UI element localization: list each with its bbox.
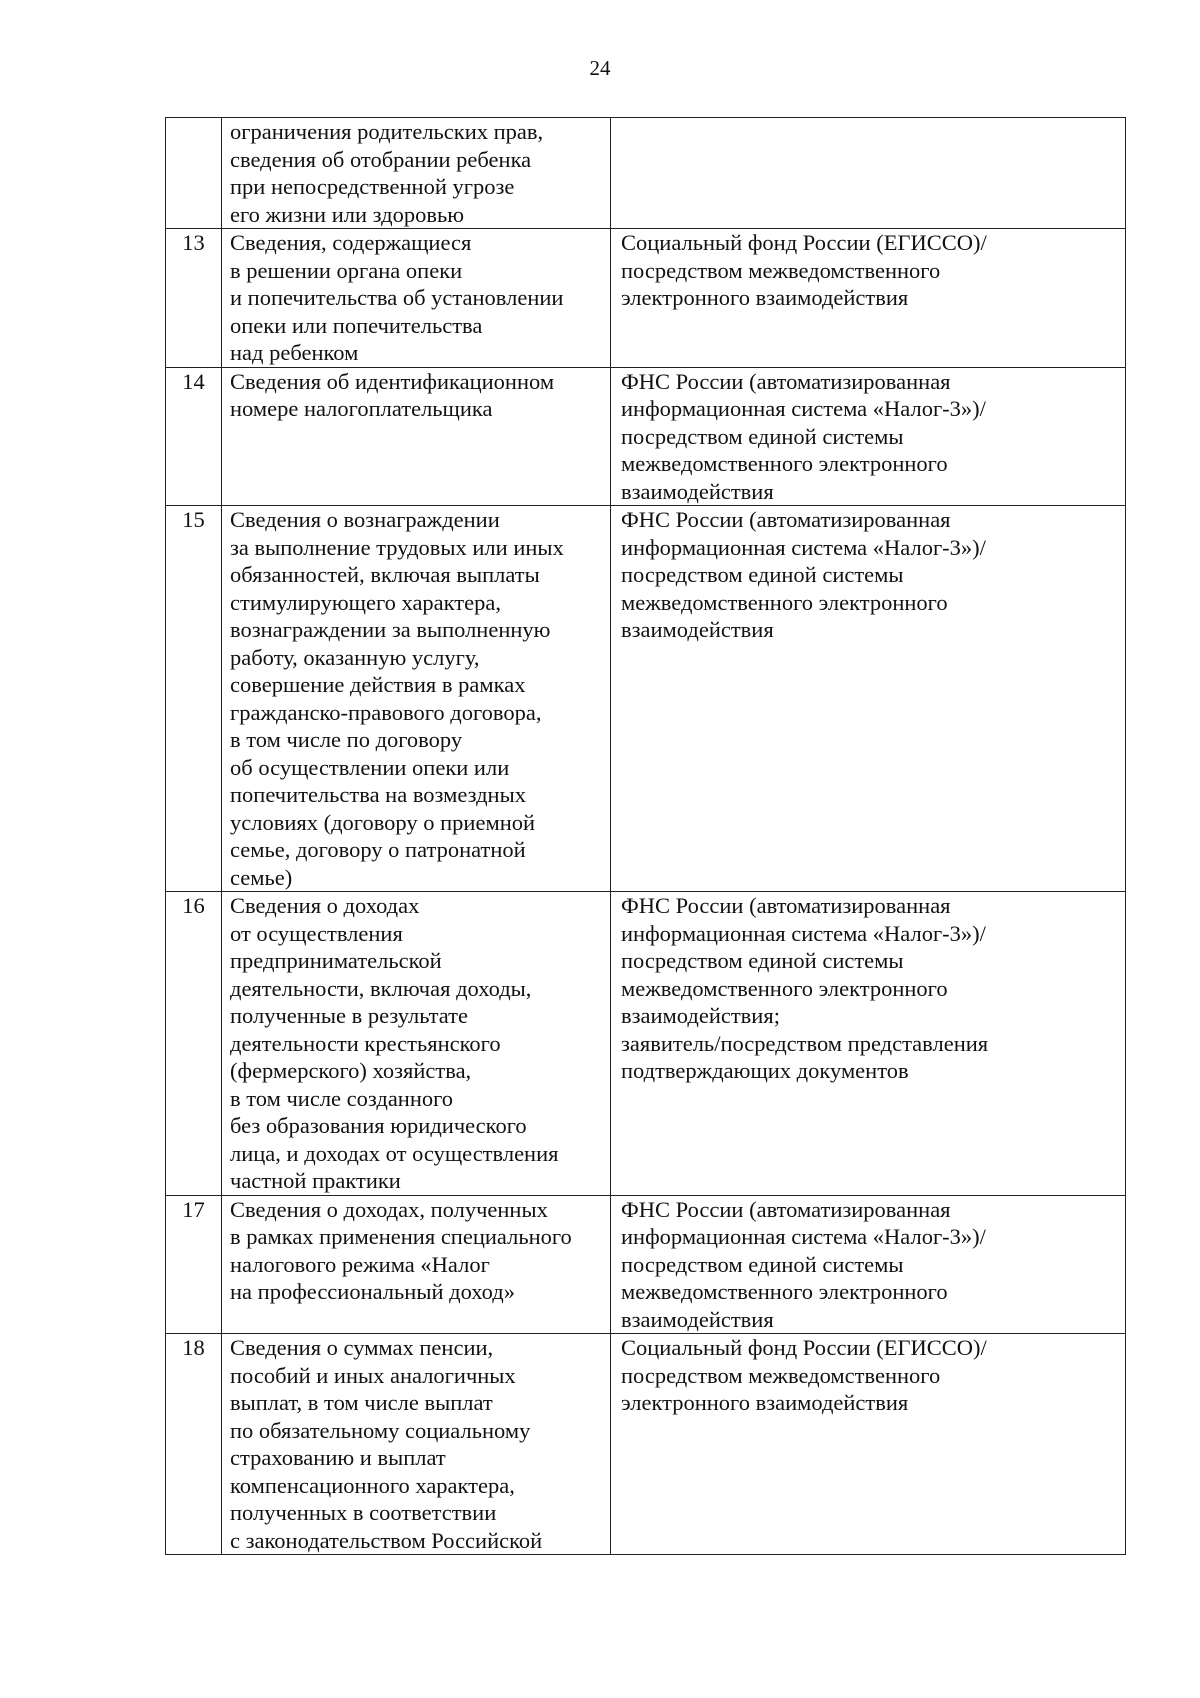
information-cell <box>222 118 611 229</box>
source-line: ФНС России (автоматизированная <box>621 893 951 918</box>
table-row <box>166 367 1126 506</box>
row-number-cell: 17 <box>166 1195 222 1334</box>
documents-table <box>165 117 1126 1555</box>
source-line: ФНС России (автоматизированная <box>621 507 951 532</box>
information-line: Сведения о суммах пенсии, <box>230 1335 494 1360</box>
source-line: электронного взаимодействия <box>621 1390 909 1415</box>
source-line: посредством единой системы <box>621 423 904 449</box>
source-line: информационная система «Налог-3»)/ <box>621 1224 986 1249</box>
source-line: взаимодействия; <box>621 1003 780 1028</box>
information-line: попечительства на возмездных <box>230 782 526 807</box>
information-cell <box>222 892 611 1196</box>
source-line: межведомственного электронного <box>621 589 948 615</box>
source-line: посредством межведомственного <box>621 257 941 283</box>
source-cell <box>611 892 1126 1196</box>
information-line: номере налогоплательщика <box>230 396 493 421</box>
information-line: совершение действия в рамках <box>230 672 526 697</box>
information-line: семье, договору о патронатной <box>230 837 526 862</box>
table-row <box>166 118 1126 229</box>
information-line: за выполнение трудовых или иных <box>230 534 564 560</box>
source-line: взаимодействия <box>621 478 774 504</box>
information-line: ограничения родительских прав, <box>230 119 544 144</box>
table-row <box>166 229 1126 368</box>
source-line: информационная система «Налог-3»)/ <box>621 534 986 560</box>
source-line: Социальный фонд России (ЕГИССО)/ <box>621 1335 987 1360</box>
source-cell <box>611 118 1126 229</box>
information-line: при непосредственной угрозе <box>230 174 515 199</box>
information-line: обязанностей, включая выплаты <box>230 562 540 587</box>
source-cell <box>611 1334 1126 1555</box>
information-line: лица, и доходах от осуществления <box>230 1140 559 1166</box>
information-line: его жизни или здоровью <box>230 201 465 227</box>
information-line: с законодательством Российской <box>230 1527 543 1553</box>
information-line: Сведения, содержащиеся <box>230 230 472 255</box>
information-cell <box>222 1334 611 1555</box>
information-line: налогового режима «Налог <box>230 1251 490 1277</box>
information-line: полученных в соответствии <box>230 1500 497 1525</box>
source-cell <box>611 1195 1126 1334</box>
information-line: Сведения об идентификационном <box>230 368 555 394</box>
information-line: в том числе по договору <box>230 727 463 752</box>
information-line: вознаграждении за выполненную <box>230 617 551 642</box>
row-number-cell: 14 <box>166 367 222 506</box>
information-line: работу, оказанную услугу, <box>230 644 480 670</box>
row-number-cell: 13 <box>166 229 222 368</box>
source-line: электронного взаимодействия <box>621 285 909 310</box>
information-line: Сведения о доходах, полученных <box>230 1196 548 1222</box>
row-number-cell: 15 <box>166 506 222 892</box>
source-line: подтверждающих документов <box>621 1058 909 1083</box>
information-cell <box>222 229 611 368</box>
information-cell <box>222 1195 611 1334</box>
information-line: опеки или попечительства <box>230 312 483 338</box>
source-line: посредством единой системы <box>621 948 904 973</box>
source-line: межведомственного электронного <box>621 1279 948 1304</box>
source-line: Социальный фонд России (ЕГИССО)/ <box>621 230 987 255</box>
source-line: заявитель/посредством представления <box>621 1030 989 1056</box>
information-line: семье) <box>230 864 293 890</box>
information-line: выплат, в том числе выплат <box>230 1390 493 1415</box>
table-row <box>166 506 1126 892</box>
information-line: Сведения о доходах <box>230 893 420 918</box>
information-line: компенсационного характера, <box>230 1472 515 1498</box>
source-line: взаимодействия <box>621 617 774 642</box>
source-cell <box>611 367 1126 506</box>
information-line: стимулирующего характера, <box>230 589 501 615</box>
information-line: без образования юридического <box>230 1113 527 1138</box>
information-line: от осуществления <box>230 920 403 946</box>
page-number: 24 <box>589 56 611 80</box>
source-cell <box>611 506 1126 892</box>
source-line: взаимодействия <box>621 1306 774 1332</box>
row-number-cell: 18 <box>166 1334 222 1555</box>
information-line: в том числе созданного <box>230 1085 454 1111</box>
source-cell <box>611 229 1126 368</box>
information-cell <box>222 367 611 506</box>
information-line: условиях (договору о приемной <box>230 809 536 835</box>
information-line: деятельности, включая доходы, <box>230 975 532 1001</box>
information-line: предпринимательской <box>230 948 442 973</box>
source-line: посредством единой системы <box>621 562 904 587</box>
source-line: посредством межведомственного <box>621 1362 941 1388</box>
row-number-cell <box>166 118 222 229</box>
information-cell <box>222 506 611 892</box>
source-line: информационная система «Налог-3»)/ <box>621 396 986 421</box>
information-line: полученные в результате <box>230 1003 468 1028</box>
information-line: (фермерского) хозяйства, <box>230 1058 472 1083</box>
information-line: об осуществлении опеки или <box>230 754 510 780</box>
source-line: межведомственного электронного <box>621 975 948 1001</box>
information-line: гражданско-правового договора, <box>230 699 542 725</box>
information-line: на профессиональный доход» <box>230 1279 515 1304</box>
information-line: сведения об отобрании ребенка <box>230 146 532 172</box>
source-line: информационная система «Налог-3»)/ <box>621 920 986 946</box>
source-line: ФНС России (автоматизированная <box>621 368 951 394</box>
table-row <box>166 892 1126 1196</box>
information-line: страхованию и выплат <box>230 1445 446 1470</box>
information-line: Сведения о вознаграждении <box>230 507 500 532</box>
source-line: ФНС России (автоматизированная <box>621 1196 951 1222</box>
information-line: по обязательному социальному <box>230 1417 531 1443</box>
information-line: пособий и иных аналогичных <box>230 1362 516 1388</box>
source-line: посредством единой системы <box>621 1251 904 1277</box>
information-line: в рамках применения специального <box>230 1224 572 1249</box>
row-number-cell: 16 <box>166 892 222 1196</box>
table-row <box>166 1195 1126 1334</box>
information-line: в решении органа опеки <box>230 257 463 283</box>
information-line: и попечительства об установлении <box>230 285 564 310</box>
information-line: деятельности крестьянского <box>230 1030 501 1056</box>
information-line: частной практики <box>230 1168 401 1193</box>
information-line: над ребенком <box>230 340 359 365</box>
table-row <box>166 1334 1126 1555</box>
source-line: межведомственного электронного <box>621 451 948 476</box>
